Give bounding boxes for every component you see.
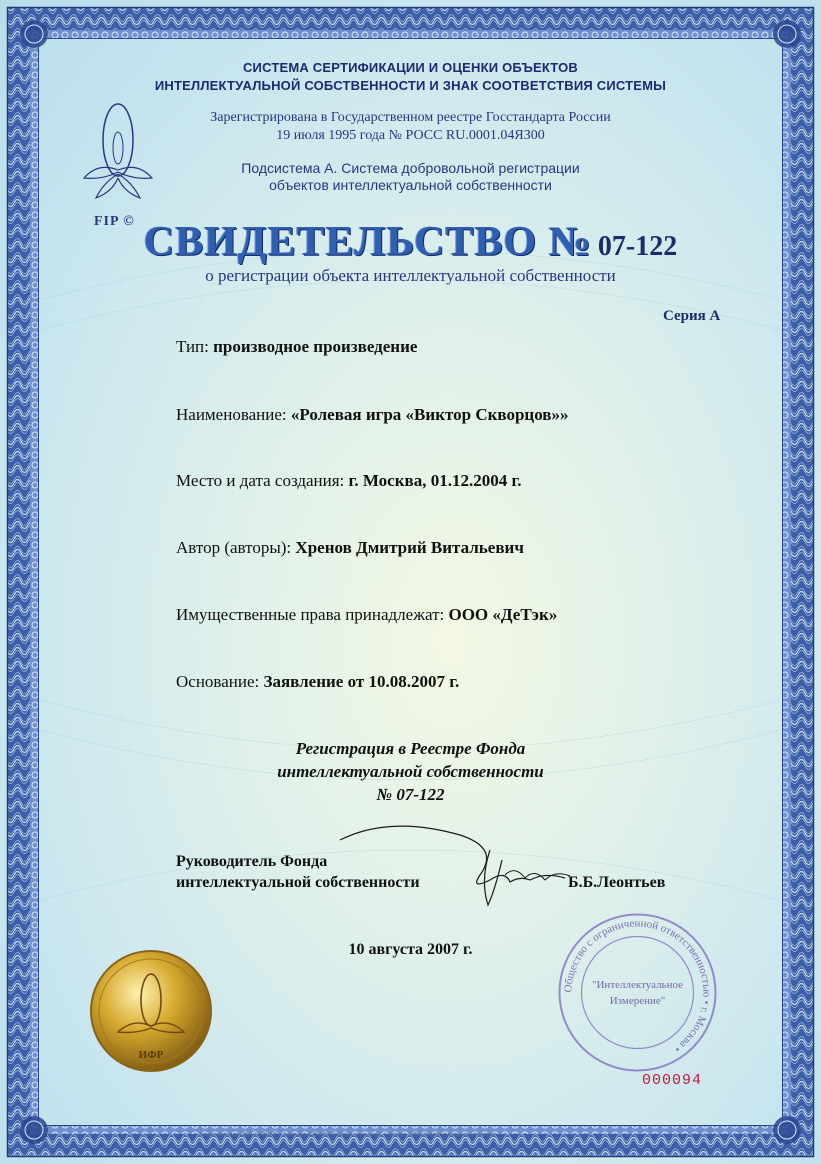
certificate-title: [0, 218, 821, 266]
company-stamp: [555, 910, 720, 1075]
field-value: «Ролевая игра «Виктор Скворцов»»: [290, 405, 569, 424]
field-name: [176, 405, 568, 425]
field-label: Имущественные права принадлежат:: [176, 605, 449, 624]
field-label: Наименование:: [176, 405, 291, 424]
field-label: Место и дата создания:: [176, 471, 349, 490]
field-rights-holder: [176, 605, 557, 625]
subsystem-line2: объектов интеллектуальной собственности: [269, 177, 552, 193]
registered-line1: Зарегистрирована в Государственном реестре Госстандарта России: [210, 110, 611, 125]
registration-line1: Регистрация в Реестре Фонда: [295, 739, 526, 758]
field-value: ООО «ДеТэк»: [448, 605, 558, 624]
certificate-subtitle: о регистрации объекта интеллектуальной собственности: [205, 266, 616, 285]
field-label: Автор (авторы):: [176, 538, 296, 557]
signer-name: Б.Б.Леонтьев: [568, 874, 666, 891]
system-title-line2: ИНТЕЛЛЕКТУАЛЬНОЙ СОБСТВЕННОСТИ И ЗНАК СООТВЕТСТВИЯ СИСТЕМЫ: [154, 78, 667, 93]
serial-number: 000094: [642, 1072, 703, 1089]
registered-line2: 19 июля 1995 года № РОСС RU.0001.04ЯЗ00: [276, 128, 545, 143]
registration-number: № 07-122: [376, 785, 445, 804]
field-place-date: [176, 471, 522, 491]
field-label: Основание:: [176, 672, 264, 691]
fip-logo-label: FIP ©: [94, 214, 135, 229]
certificate-number: 07-122: [597, 231, 678, 262]
gold-seal-icon: [88, 948, 214, 1074]
certificate-title-word: СВИДЕТЕЛЬСТВО №: [143, 219, 592, 265]
signature-date: 10 августа 2007 г.: [348, 941, 473, 958]
field-label: Тип:: [176, 337, 214, 356]
field-value: Заявление от 10.08.2007 г.: [263, 672, 460, 691]
stamp-inner-line1: "Интеллектуальное: [592, 979, 683, 991]
signer-role-line1: Руководитель Фонда: [176, 853, 328, 870]
field-value: производное произведение: [213, 337, 418, 356]
registration-line2: интеллектуальной собственности: [277, 762, 544, 781]
series-label: Серия А: [663, 308, 721, 324]
field-value: г. Москва, 01.12.2004 г.: [348, 471, 522, 490]
signer-role-line2: интеллектуальной собственности: [176, 874, 420, 891]
stamp-inner-line2: Измерение": [609, 995, 666, 1007]
field-type: [176, 337, 417, 357]
subsystem-line1: Подсистема А. Система добровольной регистрации: [241, 160, 580, 176]
footer-print-info: Бланк изготовлен ЗАО «ОПЦИОН» (лицензия Б 05-05/003 МФ РФ, уровень В) , г. Москва, 2006 г. Шрифт вывески не сливается.: [200, 1132, 496, 1138]
gold-seal-label: ИФР: [138, 1049, 164, 1061]
handwritten-signature: [330, 820, 580, 910]
field-basis: [176, 672, 459, 692]
field-author: [176, 538, 524, 558]
field-value: Хренов Дмитрий Витальевич: [295, 538, 524, 557]
system-title-line1: СИСТЕМА СЕРТИФИКАЦИИ И ОЦЕНКИ ОБЪЕКТОВ: [242, 60, 579, 75]
stamp-ring-text: Общество с ограниченной ответственностью • г. Москва •: [562, 917, 713, 1056]
